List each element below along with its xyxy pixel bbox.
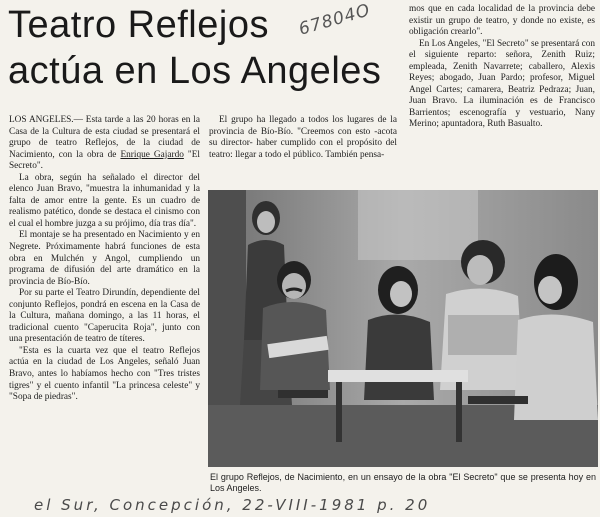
headline-line-2: actúa en Los Angeles [8, 50, 382, 92]
paragraph-4: Por su parte el Teatro Dirundín, dependiente del conjunto Reflejos, pondrá en escena en la Casa de la Cultura, mañana domingo, a las 11 horas, el tradicional cuento "Caperucita Roja", junto con una presentación de teatro de títeres. [9, 288, 200, 345]
article-column-3 [409, 4, 595, 131]
photo-illustration [208, 190, 598, 467]
handwritten-archive-number: 67804O [296, 0, 373, 40]
paragraph-1 [9, 115, 200, 173]
headline-line-1: Teatro Reflejos [8, 4, 269, 46]
paragraph-1-end: "El Secreto". [9, 149, 200, 172]
paragraph-2: La obra, según ha señalado el director del elenco Juan Bravo, "muestra la inhumanidad y la falta de amor entre la gente. Es un cuadro de realismo patético, donde se destaca el cinismo con el cual el hombre juzga a su prójimo, día tras día". [9, 172, 200, 229]
article-column-2 [209, 115, 397, 161]
author-name: Enrique Gajardo [120, 149, 184, 160]
paragraph-6: El grupo ha llegado a todos los lugares de la provincia de Bío-Bío. "Creemos con esto -acota su director- haber cumplido con el propósito del teatro: llegar a todo el público. También pensa- [209, 115, 397, 160]
rehearsal-photo [208, 190, 598, 467]
photo-caption: El grupo Reflejos, de Nacimiento, en un ensayo de la obra "El Secreto" que se presenta hoy en Los Angeles. [210, 472, 596, 493]
handwritten-source-note: el Sur, Concepción, 22-VIII-1981 p. 20 [34, 496, 431, 514]
paragraph-7: mos que en cada localidad de la provincia debe existir un grupo de teatro, y donde no existe, es obligación crearlo". [409, 4, 595, 38]
paragraph-8: En Los Angeles, "El Secreto" se presentará con el siguiente reparto: señora, Zenith Ruiz; empleada, Zenith Navarrete; caballero, Alexis Reyes; abogado, Juan Pardo; profesor, Miguel Angel Cartes; camarera, Beatriz Pedraza; Juan, Juan Bravo. La iluminación es de Francisco Barrientos; escenografía y vestuario, Nany Merino; apuntadora, Ruth Basualto. [409, 38, 595, 130]
article-column-1 [9, 115, 200, 404]
paragraph-3: El montaje se ha presentado en Nacimiento y en Negrete. Próximamente habrá funciones de esta obra en Mulchén y Angol, cumpliendo un programa de difusión del arte dramático en la provincia de Bío-Bío. [9, 230, 200, 287]
dateline: LOS ANGELES.— [9, 115, 83, 125]
paragraph-1-text: Esta tarde a las 20 horas en la Casa de la Cultura de esta ciudad se presentará el grupo de teatro Reflejos, de la ciudad de Nacimiento, con la obra de [9, 115, 200, 160]
paragraph-5: "Esta es la cuarta vez que el teatro Reflejos actúa en la ciudad de Los Angeles, señaló Juan Bravo, antes lo habíamos hecho con "Tres tristes tigres" y el cuento infantil "La princesa celeste" y "Sopa de piedras". [9, 345, 200, 403]
